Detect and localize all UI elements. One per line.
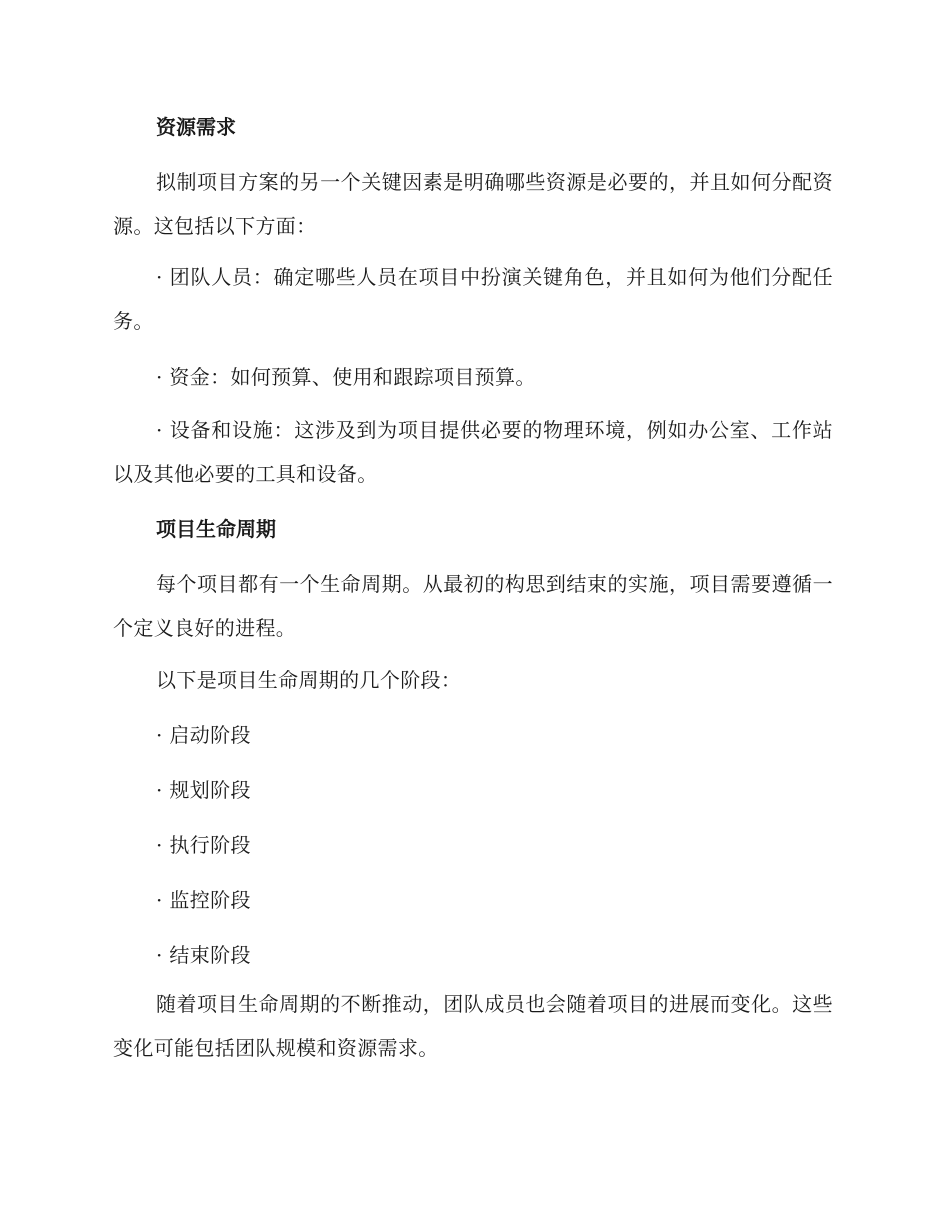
list-item-stage: · 启动阶段 — [156, 723, 251, 747]
paragraph-lifecycle-closing: 随着项目生命周期的不断推动，团队成员也会随着项目的进展而变化。这些变化可能包括团队规模和资源需求。 — [113, 992, 833, 1060]
bullet-team-members: · 团队人员：确定哪些人员在项目中扮演关键角色，并且如何为他们分配任务。 — [113, 265, 833, 333]
list-item-stage: · 执行阶段 — [156, 833, 251, 857]
list-item-stage: · 结束阶段 — [156, 943, 251, 967]
paragraph-resources-intro: 拟制项目方案的另一个关键因素是明确哪些资源是必要的，并且如何分配资源。这包括以下方面： — [113, 170, 833, 238]
paragraph-lifecycle-intro: 每个项目都有一个生命周期。从最初的构思到结束的实施，项目需要遵循一个定义良好的进程。 — [113, 572, 833, 640]
section-heading-lifecycle: 项目生命周期 — [156, 517, 276, 541]
bullet-equipment: · 设备和设施：这涉及到为项目提供必要的物理环境，例如办公室、工作站以及其他必要的工具和设备。 — [113, 418, 833, 486]
bullet-funding: · 资金：如何预算、使用和跟踪项目预算。 — [156, 365, 536, 389]
list-item-stage: · 规划阶段 — [156, 778, 251, 802]
paragraph-stages-intro: 以下是项目生命周期的几个阶段： — [156, 668, 462, 692]
list-item-stage: · 监控阶段 — [156, 888, 251, 912]
section-heading-resources: 资源需求 — [156, 115, 236, 139]
